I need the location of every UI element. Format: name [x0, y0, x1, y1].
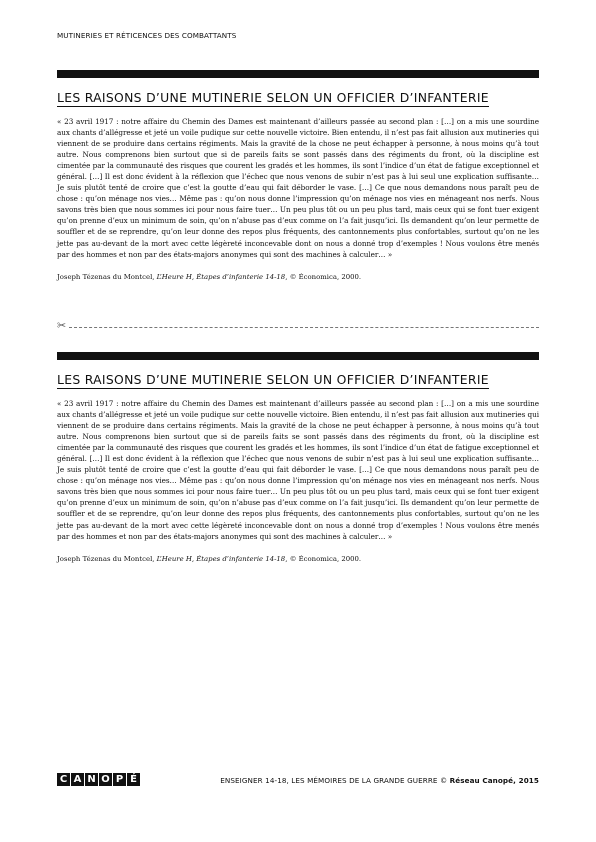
source-author: Joseph Tézenas du Montcel, [57, 554, 157, 563]
logo-letter: É [127, 773, 140, 786]
scissors-icon: ✂ [57, 319, 67, 332]
cut-line [57, 319, 539, 332]
source-title: L’Heure H, Étapes d’infanterie 14-18 [156, 272, 286, 281]
dashed-line [69, 327, 539, 328]
logo-letter: O [99, 773, 112, 786]
title-bar [57, 70, 539, 78]
source-author: Joseph Tézenas du Montcel, [57, 272, 157, 281]
document-copy-2 [57, 352, 539, 564]
source-title: L’Heure H, Étapes d’infanterie 14-18 [156, 554, 286, 563]
source-publisher: , © Économica, 2000. [285, 272, 362, 281]
credit-brand: Réseau Canopé, 2015 [449, 776, 539, 785]
credit-prefix: ENSEIGNER 14-18, LES MÉMOIRES DE LA GRANDE GUERRE © [220, 776, 450, 785]
quote-text: « 23 avril 1917 : notre affaire du Chemin des Dames est maintenant d’ailleurs passée au second plan : […] on a mis une sourdine aux chants d’allégresse et jeté un voile pudique sur cette nouvelle victoire. Bien entendu, il n’est pas fait allusion aux mutineries qui viennent de se produire dans certains régiments. Mais la gravité de la chose ne peut échapper à personne, à nous moins qu’à tout autre. Nous comprenons bien surtout que si de pareils faits se sont passés dans des régiments du front, où la discipline est cimentée par la communauté des risques que courent les gradés et les hommes, ils sont l’indice d’un état de fatigue exceptionnel et général. […] Il est donc évident à la réflexion que l’échec que nous venons de subir n’est pas à lui seul une explication suffisante… Je suis plutôt tenté de croire que c’est la goutte d’eau qui fait déborder le vase. […] Ce que nous demandons nous paraît peu de chose : qu’on ménage nos vies… Même pas : qu’on nous donne l’impression qu’on ménage nos vies en ménageant nos nerfs. Nous savons très bien que nous sommes ici pour nous faire tuer… Un peu plus tôt ou un peu plus tard, mais ceux qui se font tuer exigent qu’on prenne d’eux un minimum de soin, qu’on n’abuse pas d’eux comme on l’a fait jusqu’ici. Ils demandent qu’on leur permette de souffler et de se reprendre, qu’on leur donne des repos plus fréquents, des cantonnements plus confortables, surtout qu’on ne les jette pas au-devant de la mort avec cette légèreté inconcevable dont on nous a donné trop d’exemples ! Nous voulons être menés par des hommes et non par des états-majors anonymes qui sont des machines à calculer… » [57, 117, 539, 259]
logo-letter: N [85, 773, 98, 786]
document-title: LES RAISONS D’UNE MUTINERIE SELON UN OFFICIER D’INFANTERIE [57, 372, 489, 387]
document-copy-1 [57, 70, 539, 282]
source-publisher: , © Économica, 2000. [285, 554, 362, 563]
document-title: LES RAISONS D’UNE MUTINERIE SELON UN OFFICIER D’INFANTERIE [57, 90, 489, 105]
canope-logo [57, 773, 140, 786]
logo-letter: P [113, 773, 126, 786]
source-citation [57, 554, 539, 564]
source-citation [57, 272, 539, 282]
logo-letter: C [57, 773, 70, 786]
title-bar [57, 352, 539, 360]
running-header: MUTINERIES ET RÉTICENCES DES COMBATTANTS [57, 31, 237, 40]
quote-text: « 23 avril 1917 : notre affaire du Chemin des Dames est maintenant d’ailleurs passée au second plan : […] on a mis une sourdine aux chants d’allégresse et jeté un voile pudique sur cette nouvelle victoire. Bien entendu, il n’est pas fait allusion aux mutineries qui viennent de se produire dans certains régiments. Mais la gravité de la chose ne peut échapper à personne, à nous moins qu’à tout autre. Nous comprenons bien surtout que si de pareils faits se sont passés dans des régiments du front, où la discipline est cimentée par la communauté des risques que courent les gradés et les hommes, ils sont l’indice d’un état de fatigue exceptionnel et général. […] Il est donc évident à la réflexion que l’échec que nous venons de subir n’est pas à lui seul une explication suffisante… Je suis plutôt tenté de croire que c’est la goutte d’eau qui fait déborder le vase. […] Ce que nous demandons nous paraît peu de chose : qu’on ménage nos vies… Même pas : qu’on nous donne l’impression qu’on ménage nos vies en ménageant nos nerfs. Nous savons très bien que nous sommes ici pour nous faire tuer… Un peu plus tôt ou un peu plus tard, mais ceux qui se font tuer exigent qu’on prenne d’eux un minimum de soin, qu’on n’abuse pas d’eux comme on l’a fait jusqu’ici. Ils demandent qu’on leur permette de souffler et de se reprendre, qu’on leur donne des repos plus fréquents, des cantonnements plus confortables, surtout qu’on ne les jette pas au-devant de la mort avec cette légèreté inconcevable dont on nous a donné trop d’exemples ! Nous voulons être menés par des hommes et non par des états-majors anonymes qui sont des machines à calculer… » [57, 399, 539, 541]
footer-credit [220, 776, 539, 785]
logo-letter: A [71, 773, 84, 786]
